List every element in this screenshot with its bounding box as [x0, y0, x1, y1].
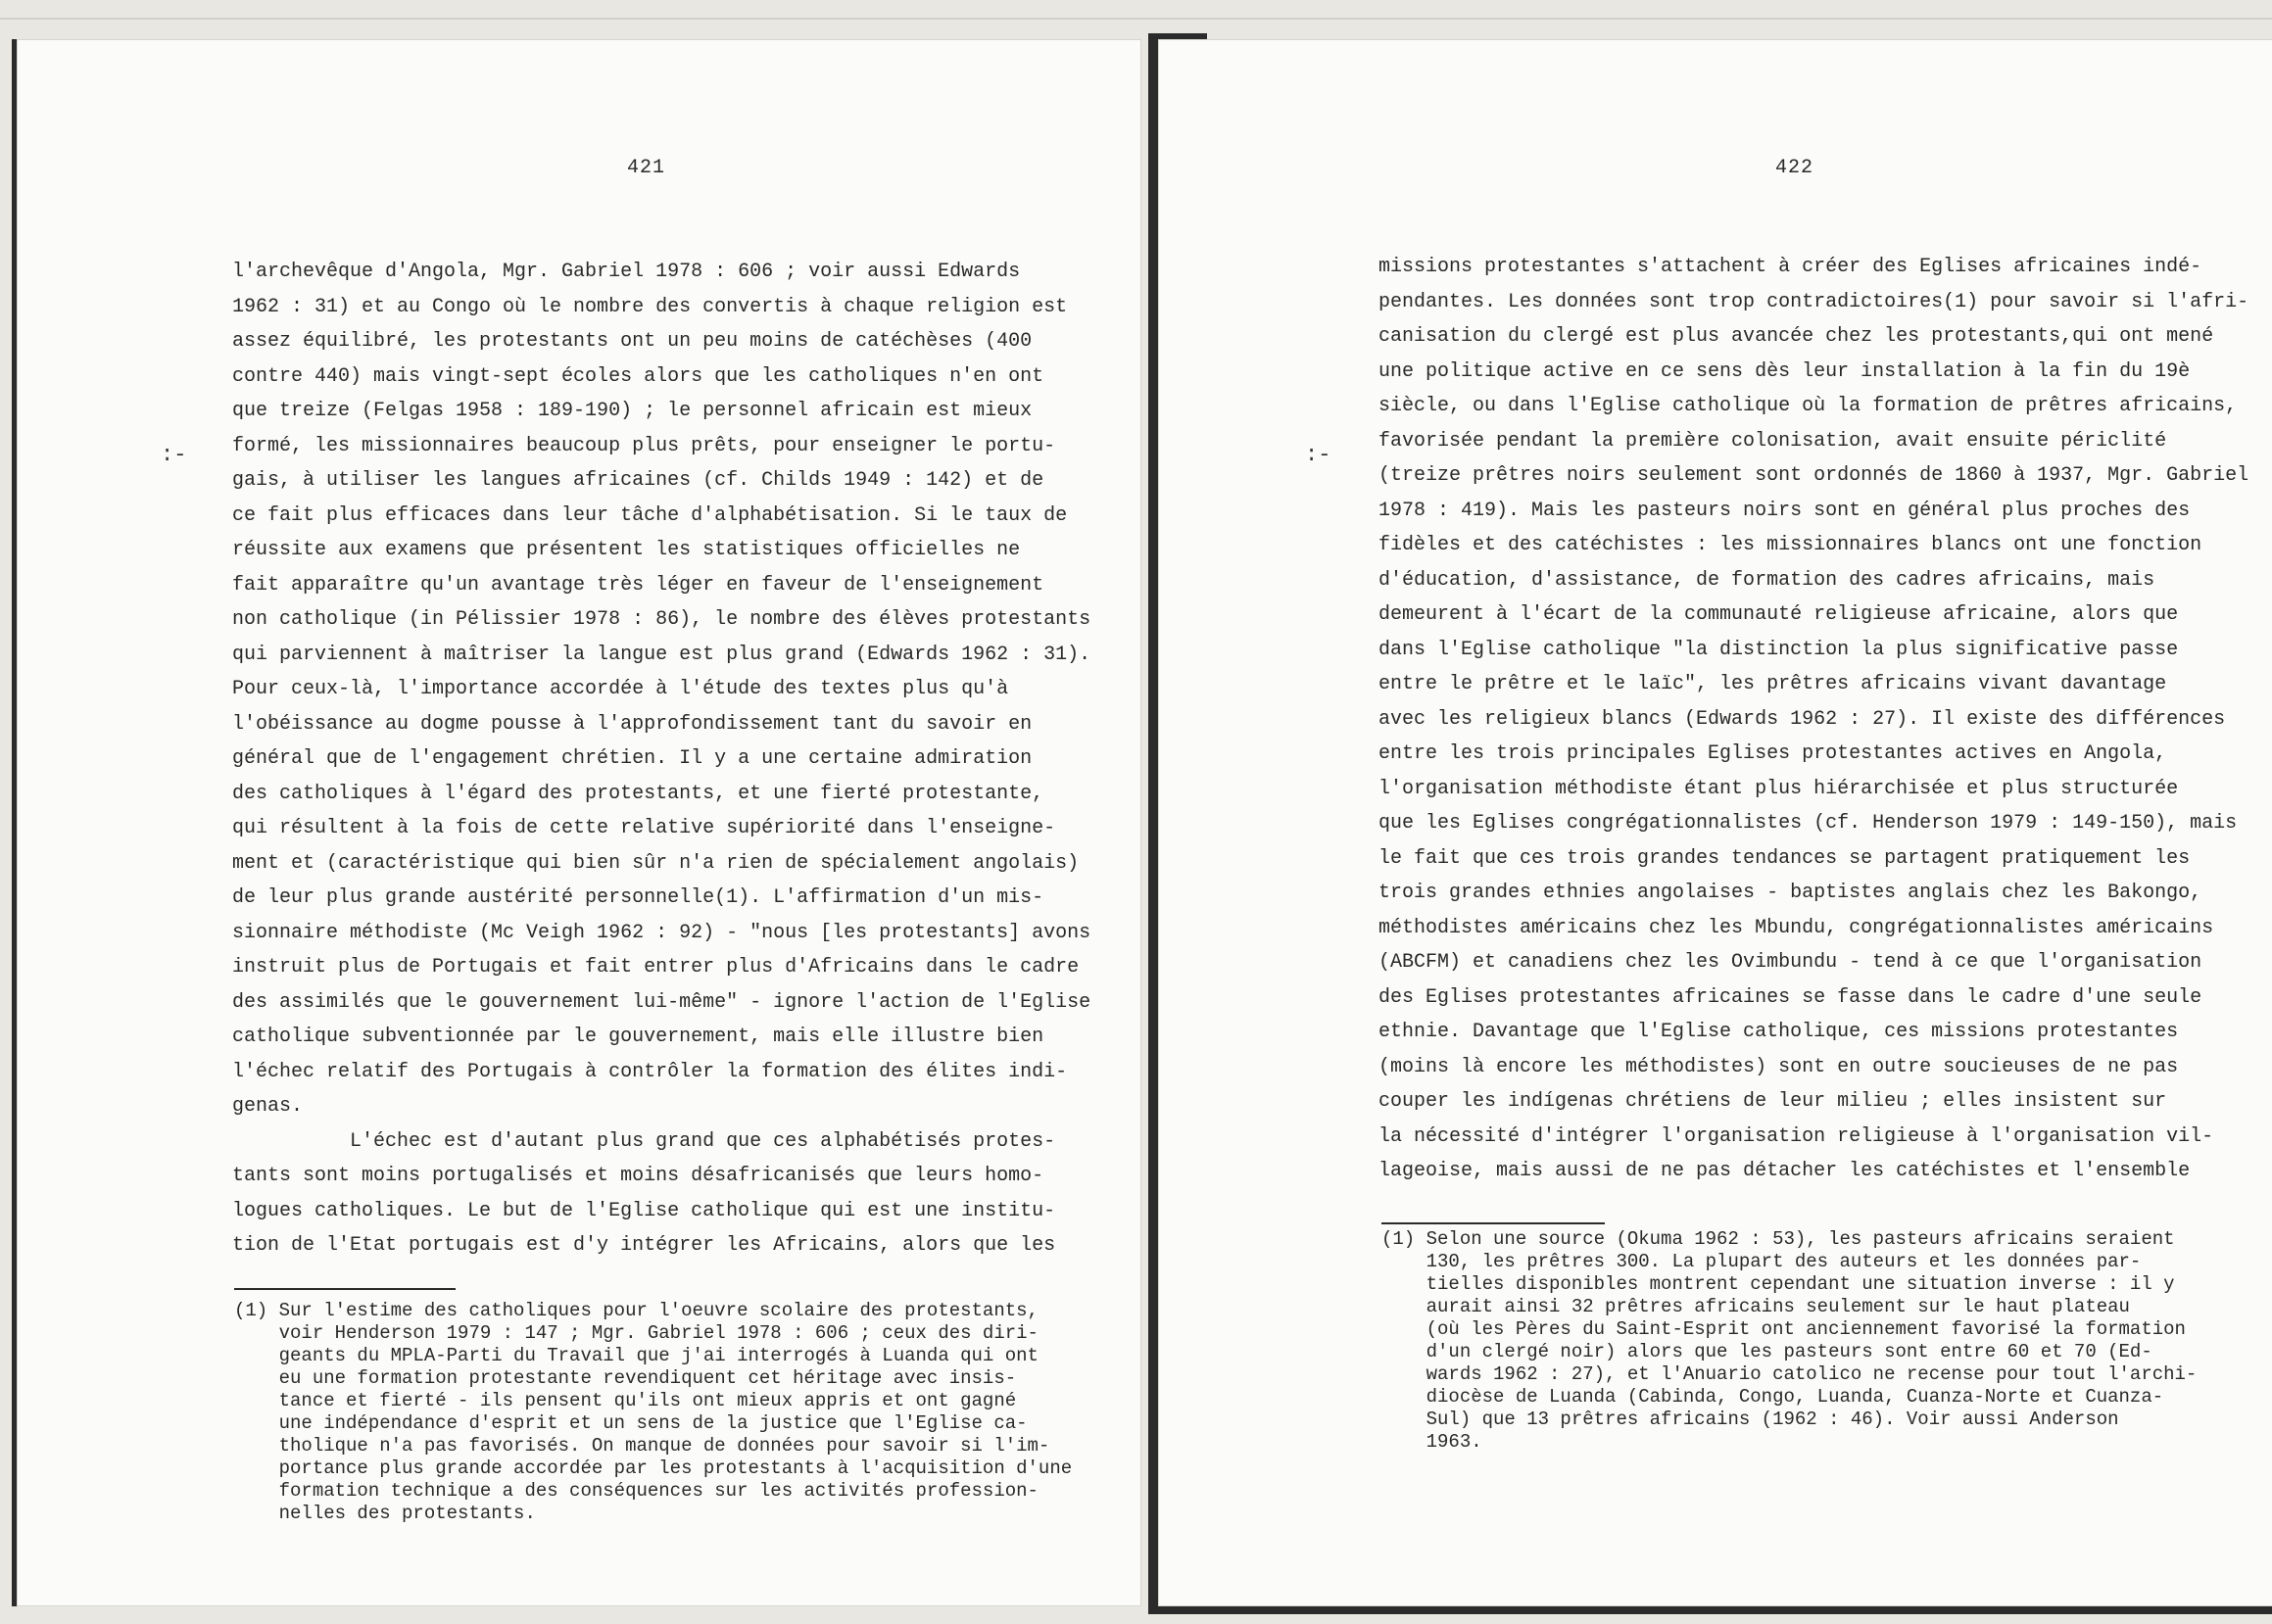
text-line: instruit plus de Portugais et fait entrer plus d'Africains dans le cadre: [232, 956, 1080, 979]
footnote-line: voir Henderson 1979 : 147 ; Mgr. Gabriel 1978 : 606 ; ceux des diri-: [234, 1322, 1039, 1344]
text-line: assez équilibré, les protestants ont un peu moins de catéchèses (400: [232, 330, 1033, 353]
left-page: [12, 39, 1141, 1606]
text-line: d'éducation, d'assistance, de formation des cadres africains, mais: [1378, 568, 2155, 592]
text-line: non catholique (in Pélissier 1978 : 86), le nombre des élèves protestants: [232, 608, 1091, 631]
text-line: ethnie. Davantage que l'Eglise catholique, ces missions protestantes: [1378, 1021, 2179, 1043]
text-line: qui parviennent à maîtriser la langue est plus grand (Edwards 1962 : 31).: [232, 643, 1091, 666]
footnote-line: tielles disponibles montrent cependant une situation inverse : il y: [1381, 1273, 2175, 1295]
text-line: logues catholiques. Le but de l'Eglise catholique qui est une institu-: [232, 1199, 1056, 1222]
text-line: fidèles et des catéchistes : les missionnaires blancs ont une fonction: [1378, 534, 2202, 556]
text-line: que treize (Felgas 1958 : 189-190) ; le personnel africain est mieux: [232, 400, 1033, 422]
text-line: gais, à utiliser les langues africaines (cf. Childs 1949 : 142) et de: [232, 469, 1044, 492]
right-footnote-rule: [1381, 1222, 1605, 1224]
text-line: tion de l'Etat portugais est d'y intégrer les Africains, alors que les: [232, 1234, 1056, 1257]
text-line: 1978 : 419). Mais les pasteurs noirs sont en général plus proches des: [1378, 499, 2191, 522]
text-line: réussite aux examens que présentent les statistiques officielles ne: [232, 539, 1021, 561]
text-line: (moins là encore les méthodistes) sont en outre soucieuses de ne pas: [1378, 1055, 2179, 1078]
text-line: de leur plus grande austérité personnelle(1). L'affirmation d'un mis-: [232, 886, 1044, 909]
text-line: ment et (caractéristique qui bien sûr n'a rien de spécialement angolais): [232, 851, 1080, 875]
footnote-line: Sul) que 13 prêtres africains (1962 : 46). Voir aussi Anderson: [1381, 1409, 2119, 1430]
left-margin-mark: :-: [161, 443, 187, 467]
footnote-line: tholique n'a pas favorisés. On manque de données pour savoir si l'im-: [234, 1435, 1050, 1457]
text-line: la nécessité d'intégrer l'organisation religieuse à l'organisation vil-: [1378, 1124, 2214, 1148]
left-footnote-rule: [234, 1288, 456, 1290]
text-line: une politique active en ce sens dès leur installation à la fin du 19è: [1378, 359, 2191, 383]
text-line: formé, les missionnaires beaucoup plus prêts, pour enseigner le portu-: [232, 434, 1056, 457]
footnote-line: diocèse de Luanda (Cabinda, Congo, Luanda, Cuanza-Norte et Cuanza-: [1381, 1386, 2164, 1408]
footnote-line: nelles des protestants.: [234, 1503, 536, 1524]
text-line: qui résultent à la fois de cette relative supériorité dans l'enseigne-: [232, 817, 1056, 839]
footnote-line: eu une formation protestante revendiquent cet héritage avec insis-: [234, 1367, 1017, 1389]
text-line: L'échec est d'autant plus grand que ces alphabétisés protes-: [232, 1129, 1056, 1153]
right-page: [1148, 39, 2272, 1606]
left-footnote: [234, 1300, 1072, 1525]
text-line: des assimilés que le gouvernement lui-même" - ignore l'action de l'Eglise: [232, 990, 1091, 1014]
text-line: missions protestantes s'attachent à créer des Eglises africaines indé-: [1378, 256, 2202, 278]
footnote-line: (1) Selon une source (Okuma 1962 : 53), les pasteurs africains seraient: [1381, 1228, 2175, 1250]
text-line: l'échec relatif des Portugais à contrôler la formation des élites indi-: [232, 1060, 1068, 1083]
footnote-line: (1) Sur l'estime des catholiques pour l'oeuvre scolaire des protestants,: [234, 1300, 1039, 1321]
right-body-text: [1378, 250, 2248, 1189]
footnote-line: aurait ainsi 32 prêtres africains seulement sur le haut plateau: [1381, 1296, 2130, 1317]
text-line: avec les religieux blancs (Edwards 1962 : 27). Il existe des différences: [1378, 707, 2226, 731]
footnote-line: (où les Pères du Saint-Esprit ont anciennement favorisé la formation: [1381, 1318, 2186, 1340]
footnote-line: formation technique a des conséquences sur les activités profession-: [234, 1480, 1039, 1502]
text-line: l'organisation méthodiste étant plus hiérarchisée et plus structurée: [1378, 777, 2179, 800]
text-line: couper les indígenas chrétiens de leur milieu ; elles insistent sur: [1378, 1090, 2167, 1113]
text-line: l'archevêque d'Angola, Mgr. Gabriel 1978 : 606 ; voir aussi Edwards: [232, 261, 1021, 283]
footnote-line: une indépendance d'esprit et un sens de la justice que l'Eglise ca-: [234, 1412, 1028, 1434]
text-line: contre 440) mais vingt-sept écoles alors que les catholiques n'en ont: [232, 364, 1044, 388]
text-line: catholique subventionnée par le gouvernement, mais elle illustre bien: [232, 1026, 1044, 1048]
text-line: Pour ceux-là, l'importance accordée à l'étude des textes plus qu'à: [232, 678, 1009, 700]
text-line: favorisée pendant la première colonisation, avait ensuite périclité: [1378, 429, 2167, 453]
left-page-number: 421: [627, 157, 666, 179]
text-line: l'obéissance au dogme pousse à l'approfondissement tant du savoir en: [232, 712, 1033, 736]
text-line: (ABCFM) et canadiens chez les Ovimbundu - tend à ce que l'organisation: [1378, 951, 2202, 974]
text-line: fait apparaître qu'un avantage très léger en faveur de l'enseignement: [232, 573, 1044, 597]
text-line: 1962 : 31) et au Congo où le nombre des convertis à chaque religion est: [232, 295, 1068, 318]
text-line: entre les trois principales Eglises protestantes actives en Angola,: [1378, 742, 2167, 765]
text-line: (treize prêtres noirs seulement sont ordonnés de 1860 à 1937, Mgr. Gabriel: [1378, 464, 2249, 487]
text-line: des Eglises protestantes africaines se fasse dans le cadre d'une seule: [1378, 985, 2202, 1009]
text-line: tants sont moins portugalisés et moins désafricanisés que leurs homo-: [232, 1165, 1044, 1187]
footnote-line: 130, les prêtres 300. La plupart des auteurs et les données par-: [1381, 1251, 2142, 1272]
text-line: dans l'Eglise catholique "la distinction la plus significative passe: [1378, 638, 2179, 661]
footnote-line: wards 1962 : 27), et l'Anuario catolico ne recense pour tout l'archi-: [1381, 1363, 2198, 1385]
footnote-line: tance et fierté - ils pensent qu'ils ont mieux appris et ont gagné: [234, 1390, 1017, 1411]
text-line: entre le prêtre et le laïc", les prêtres africains vivant davantage: [1378, 673, 2167, 695]
left-body-text: [232, 255, 1090, 1264]
text-line: que les Eglises congrégationnalistes (cf. Henderson 1979 : 149-150), mais: [1378, 812, 2238, 835]
text-line: canisation du clergé est plus avancée chez les protestants,qui ont mené: [1378, 325, 2214, 348]
text-line: ce fait plus efficaces dans leur tâche d'alphabétisation. Si le taux de: [232, 503, 1068, 527]
footnote-line: d'un clergé noir) alors que les pasteurs sont entre 60 et 70 (Ed-: [1381, 1341, 2152, 1362]
text-line: général que de l'engagement chrétien. Il y a une certaine admiration: [232, 747, 1033, 770]
right-footnote: [1381, 1228, 2197, 1454]
text-line: siècle, ou dans l'Eglise catholique où la formation de prêtres africains,: [1378, 395, 2238, 417]
text-line: sionnaire méthodiste (Mc Veigh 1962 : 92) - "nous [les protestants] avons: [232, 921, 1091, 944]
binding-edge: [1148, 1606, 2272, 1614]
scan-edge-line: [0, 18, 2272, 20]
text-line: méthodistes américains chez les Mbundu, congrégationnalistes américains: [1378, 916, 2214, 939]
right-margin-mark: :-: [1305, 443, 1331, 467]
text-line: trois grandes ethnies angolaises - baptistes anglais chez les Bakongo,: [1378, 882, 2202, 904]
footnote-line: portance plus grande accordée par les protestants à l'acquisition d'une: [234, 1457, 1073, 1479]
text-line: genas.: [232, 1095, 304, 1118]
footnote-line: 1963.: [1381, 1431, 1482, 1453]
text-line: des catholiques à l'égard des protestants, et une fierté protestante,: [232, 782, 1044, 805]
text-line: le fait que ces trois grandes tendances se partagent pratiquement les: [1378, 846, 2191, 870]
footnote-line: geants du MPLA-Parti du Travail que j'ai interrogés à Luanda qui ont: [234, 1345, 1039, 1366]
text-line: pendantes. Les données sont trop contradictoires(1) pour savoir si l'afri-: [1378, 290, 2249, 313]
text-line: lageoise, mais aussi de ne pas détacher les catéchistes et l'ensemble: [1378, 1160, 2191, 1182]
text-line: demeurent à l'écart de la communauté religieuse africaine, alors que: [1378, 603, 2179, 626]
right-page-number: 422: [1775, 157, 1814, 179]
